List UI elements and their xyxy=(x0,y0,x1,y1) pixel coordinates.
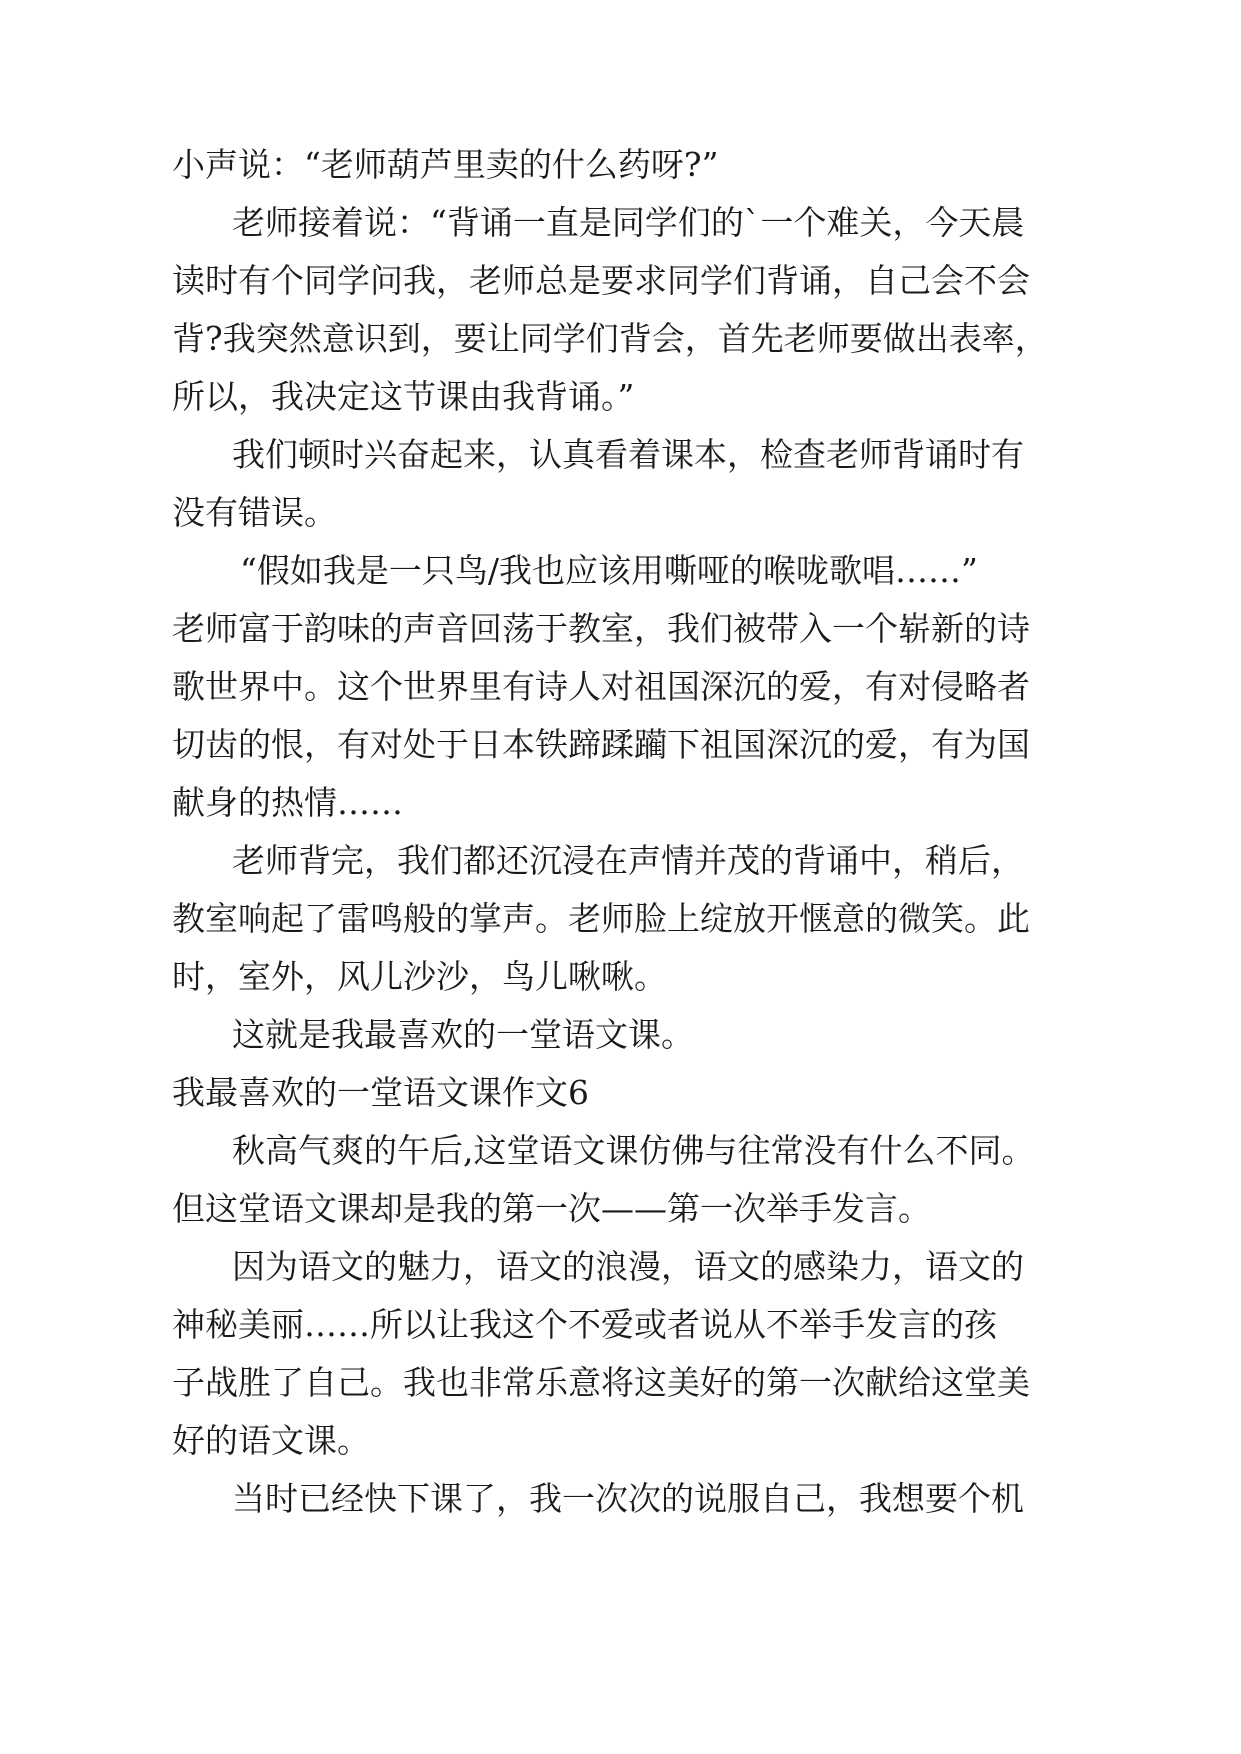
text-line: 时，室外，风儿沙沙，鸟儿啾啾。 xyxy=(172,957,667,996)
section-heading: 我最喜欢的一堂语文课作文6 xyxy=(172,1073,589,1112)
text-line: 秋高气爽的午后,这堂语文课仿佛与往常没有什么不同。 xyxy=(232,1131,1035,1170)
text-line: 老师富于韵味的声音回荡于教室，我们被带入一个崭新的诗 xyxy=(172,609,1030,648)
text-line: “假如我是一只鸟/我也应该用嘶哑的喉咙歌唱……” xyxy=(240,551,978,590)
text-line: 所以，我决定这节课由我背诵。” xyxy=(172,377,635,416)
text-line: 我们顿时兴奋起来，认真看着课本，检查老师背诵时有 xyxy=(232,435,1024,474)
text-line: 歌世界中。这个世界里有诗人对祖国深沉的爱，有对侵略者 xyxy=(172,667,1030,706)
text-line: 因为语文的魅力，语文的浪漫，语文的感染力，语文的 xyxy=(232,1247,1024,1286)
text-line: 老师接着说：“背诵一直是同学们的`一个难关，今天晨 xyxy=(232,203,1025,242)
text-line: 教室响起了雷鸣般的掌声。老师脸上绽放开惬意的微笑。此 xyxy=(172,899,1030,938)
text-line: 但这堂语文课却是我的第一次——第一次举手发言。 xyxy=(172,1189,931,1228)
text-line: 没有错误。 xyxy=(172,493,337,532)
text-line: 这就是我最喜欢的一堂语文课。 xyxy=(232,1015,694,1054)
text-line: 小声说：“老师葫芦里卖的什么药呀?” xyxy=(172,145,719,184)
text-line: 神秘美丽……所以让我这个不爱或者说从不举手发言的孩 xyxy=(172,1305,997,1344)
text-line: 好的语文课。 xyxy=(172,1421,370,1460)
text-line: 背?我突然意识到，要让同学们背会，首先老师要做出表率， xyxy=(172,319,1048,358)
text-line: 读时有个同学问我，老师总是要求同学们背诵，自己会不会 xyxy=(172,261,1030,300)
text-line: 切齿的恨，有对处于日本铁蹄蹂躏下祖国深沉的爱，有为国 xyxy=(172,725,1030,764)
text-line: 老师背完，我们都还沉浸在声情并茂的背诵中，稍后， xyxy=(232,841,1024,880)
text-line: 献身的热情…… xyxy=(172,783,403,822)
text-line: 当时已经快下课了，我一次次的说服自己，我想要个机 xyxy=(232,1479,1024,1518)
text-line: 子战胜了自己。我也非常乐意将这美好的第一次献给这堂美 xyxy=(172,1363,1030,1402)
